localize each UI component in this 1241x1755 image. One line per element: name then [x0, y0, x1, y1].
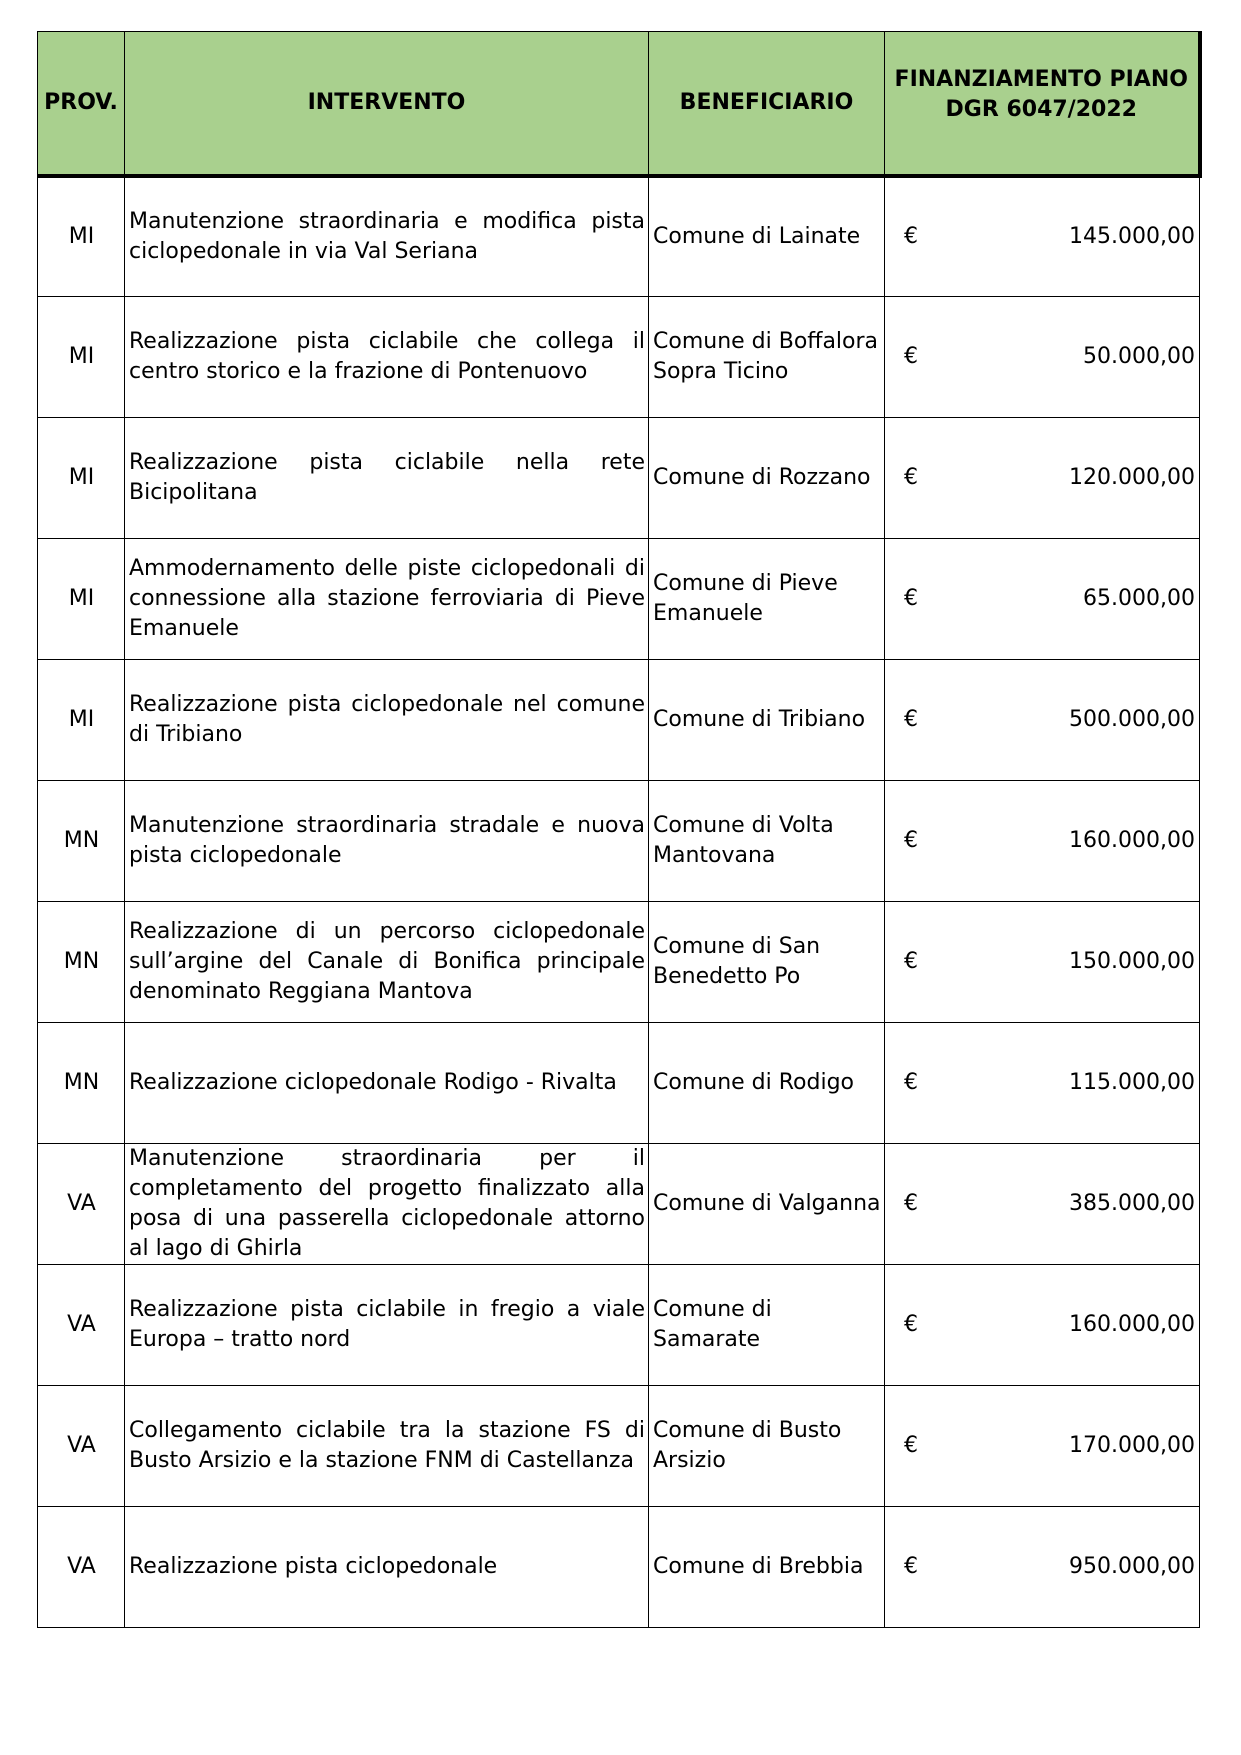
- table-body: [38, 176, 1200, 1628]
- table-row: [38, 176, 1200, 297]
- cell-beneficiario: Comune di Busto Arsizio: [649, 1386, 885, 1507]
- amount-value: 145.000,00: [1069, 223, 1195, 249]
- cell-finanziamento: [885, 902, 1200, 1023]
- cell-intervento: Realizzazione pista ciclabile nella rete Bicipolitana: [125, 418, 649, 539]
- amount-wrap: [885, 1189, 1199, 1219]
- amount-value: 950.000,00: [1069, 1554, 1195, 1579]
- euro-symbol: €: [904, 1070, 918, 1095]
- cell-intervento: Manutenzione straordinaria e modifica pista ciclopedonale in via Val Seriana: [125, 176, 649, 297]
- amount-wrap: [885, 463, 1199, 493]
- cell-intervento: Realizzazione pista ciclopedonale nel comune di Tribiano: [125, 660, 649, 781]
- cell-intervento: Collegamento ciclabile tra la stazione FS di Busto Arsizio e la stazione FNM di Castellanza: [125, 1386, 649, 1507]
- cell-finanziamento: [885, 1265, 1200, 1386]
- cell-finanziamento: [885, 1144, 1200, 1265]
- table-row: [38, 1144, 1200, 1265]
- cell-intervento: Realizzazione pista ciclopedonale: [125, 1507, 649, 1628]
- table-row: [38, 418, 1200, 539]
- amount-value: 500.000,00: [1069, 707, 1195, 732]
- amount-value: 150.000,00: [1069, 949, 1195, 974]
- cell-prov: MN: [38, 781, 125, 902]
- cell-intervento: Realizzazione pista ciclabile in fregio a viale Europa – tratto nord: [125, 1265, 649, 1386]
- header-finanziamento: FINANZIAMENTO PIANO DGR 6047/2022: [885, 32, 1200, 176]
- cell-intervento: Realizzazione ciclopedonale Rodigo - Rivalta: [125, 1023, 649, 1144]
- amount-wrap: [885, 1431, 1199, 1461]
- euro-symbol: €: [904, 707, 918, 732]
- euro-symbol: €: [904, 465, 918, 490]
- cell-beneficiario: Comune di Volta Mantovana: [649, 781, 885, 902]
- amount-value: 115.000,00: [1069, 1070, 1195, 1095]
- euro-symbol: €: [904, 344, 918, 369]
- cell-beneficiario: Comune di Pieve Emanuele: [649, 539, 885, 660]
- euro-symbol: €: [904, 223, 918, 249]
- cell-prov: MI: [38, 176, 125, 297]
- cell-intervento: Realizzazione di un percorso ciclopedonale sull’argine del Canale di Bonifica principale denominato Reggiana Mantova: [125, 902, 649, 1023]
- cell-finanziamento: [885, 539, 1200, 660]
- cell-prov: MI: [38, 297, 125, 418]
- table-row: [38, 902, 1200, 1023]
- funding-table: [37, 31, 1202, 1628]
- cell-finanziamento: [885, 297, 1200, 418]
- euro-symbol: €: [904, 1554, 918, 1579]
- table-row: [38, 781, 1200, 902]
- table-row: [38, 1386, 1200, 1507]
- euro-symbol: €: [904, 1433, 918, 1458]
- amount-wrap: [885, 947, 1199, 977]
- cell-beneficiario: Comune di Tribiano: [649, 660, 885, 781]
- amount-wrap: [885, 826, 1199, 856]
- cell-beneficiario: Comune di Boffalora Sopra Ticino: [649, 297, 885, 418]
- table-row: [38, 539, 1200, 660]
- cell-beneficiario: Comune di San Benedetto Po: [649, 902, 885, 1023]
- amount-wrap: [885, 1068, 1199, 1098]
- cell-beneficiario: Comune di Rozzano: [649, 418, 885, 539]
- amount-value: 160.000,00: [1069, 828, 1195, 853]
- amount-value: 385.000,00: [1069, 1191, 1195, 1216]
- cell-prov: VA: [38, 1386, 125, 1507]
- amount-wrap: [885, 584, 1199, 614]
- cell-prov: VA: [38, 1265, 125, 1386]
- header-prov: PROV.: [38, 32, 125, 176]
- euro-symbol: €: [904, 828, 918, 853]
- table-row: [38, 1265, 1200, 1386]
- table-row: [38, 1023, 1200, 1144]
- header-beneficiario: BENEFICIARIO: [649, 32, 885, 176]
- cell-beneficiario: Comune di Valganna: [649, 1144, 885, 1265]
- cell-beneficiario: Comune di Rodigo: [649, 1023, 885, 1144]
- cell-prov: MN: [38, 902, 125, 1023]
- cell-prov: MI: [38, 418, 125, 539]
- cell-beneficiario: Comune di Samarate: [649, 1265, 885, 1386]
- amount-wrap: [885, 342, 1199, 372]
- cell-finanziamento: [885, 418, 1200, 539]
- euro-symbol: €: [904, 586, 918, 611]
- amount-wrap: [885, 1310, 1199, 1340]
- cell-beneficiario: Comune di Brebbia: [649, 1507, 885, 1628]
- table-row: [38, 297, 1200, 418]
- amount-value: 65.000,00: [1083, 586, 1195, 611]
- cell-prov: MI: [38, 660, 125, 781]
- amount-wrap: [885, 1552, 1199, 1582]
- table-row: [38, 1507, 1200, 1628]
- cell-prov: VA: [38, 1507, 125, 1628]
- amount-value: 50.000,00: [1083, 344, 1195, 369]
- cell-prov: VA: [38, 1144, 125, 1265]
- euro-symbol: €: [904, 1312, 918, 1337]
- euro-symbol: €: [904, 1191, 918, 1216]
- cell-finanziamento: [885, 781, 1200, 902]
- cell-intervento: Manutenzione straordinaria stradale e nuova pista ciclopedonale: [125, 781, 649, 902]
- cell-prov: MN: [38, 1023, 125, 1144]
- cell-finanziamento: [885, 660, 1200, 781]
- amount-wrap: [885, 705, 1199, 735]
- euro-symbol: €: [904, 949, 918, 974]
- cell-intervento: Realizzazione pista ciclabile che collega il centro storico e la frazione di Pontenuovo: [125, 297, 649, 418]
- cell-finanziamento: [885, 1386, 1200, 1507]
- table-row: [38, 660, 1200, 781]
- cell-finanziamento: [885, 1023, 1200, 1144]
- table-header: [38, 32, 1200, 176]
- cell-finanziamento: [885, 176, 1200, 297]
- cell-intervento: Manutenzione straordinaria per il completamento del progetto finalizzato alla posa di una passerella ciclopedonale attorno al lago di Ghirla: [125, 1144, 649, 1265]
- amount-wrap: [885, 222, 1199, 252]
- cell-intervento: Ammodernamento delle piste ciclopedonali di connessione alla stazione ferroviaria di Pieve Emanuele: [125, 539, 649, 660]
- amount-value: 120.000,00: [1069, 465, 1195, 490]
- cell-prov: MI: [38, 539, 125, 660]
- header-row: [38, 32, 1200, 176]
- header-intervento: INTERVENTO: [125, 32, 649, 176]
- cell-finanziamento: [885, 1507, 1200, 1628]
- amount-value: 170.000,00: [1069, 1433, 1195, 1458]
- cell-beneficiario: Comune di Lainate: [649, 176, 885, 297]
- amount-value: 160.000,00: [1069, 1312, 1195, 1337]
